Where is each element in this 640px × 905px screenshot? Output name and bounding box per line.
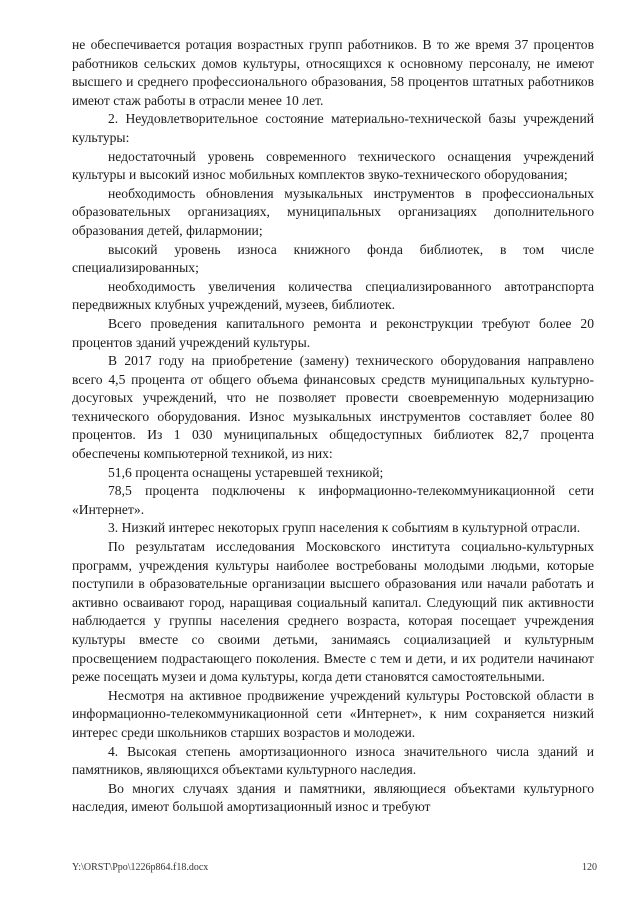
paragraph-3: недостаточный уровень современного технического оснащения учреждений культуры и высокий износ мобильных комплектов звуко-технического оборудования; [72,148,594,183]
paragraph-11: 3. Низкий интерес некоторых групп населения к событиям в культурной отрасли. [108,520,581,536]
paragraph-15: Во многих случаях здания и памятники, являющиеся объектами культурного наследия, имеют большой амортизационный износ и требуют [72,780,594,815]
paragraph-8: В 2017 году на приобретение (замену) технического оборудования направлено всего 4,5 процента от общего объема финансовых средств муниципальных культурно-досуговых учреждений, что не позволяет провести своевременную модернизацию технического оборудования. Износ музыкальных инструментов составляет более 80 процентов. Из 1 030 муниципальных общедоступных библиотек 82,7 процента обеспечены компьютерной техникой, из них: [72,353,594,462]
file-path: Y:\ORST\Ppo\1226p864.f18.docx [72,862,209,873]
paragraph-1: не обеспечивается ротация возрастных групп работников. В то же время 37 процентов работников сельских домов культуры, относящихся к основному персоналу, не имеют высшего и среднего профессионального образования, 58 процентов штатных работников имеют стаж работы в отрасли менее 10 лет. [72,37,594,108]
paragraph-7: Всего проведения капитального ремонта и реконструкции требуют более 20 процентов зданий учреждений культуры. [72,315,594,350]
paragraph-13: Несмотря на активное продвижение учреждений культуры Ростовской области в информационно-телекоммуникационной сети «Интернет», к ним сохраняется низкий интерес среди школьников старших возрастов и молодежи. [72,687,594,740]
paragraph-6: необходимость увеличения количества специализированного автотранспорта передвижных клубных учреждений, музеев, библиотек. [72,278,594,313]
page-number: 120 [582,862,597,873]
paragraph-4: необходимость обновления музыкальных инструментов в профессиональных образовательных организациях, муниципальных организациях дополнительного образования детей, филармонии; [72,185,594,238]
paragraph-2: 2. Неудовлетворительное состояние материально-технической базы учреждений культуры: [72,111,594,145]
paragraph-14: 4. Высокая степень амортизационного износа значительного числа зданий и памятников, являющихся объектами культурного наследия. [72,743,594,778]
paragraph-12: По результатам исследования Московского института социально-культурных программ, учреждения культуры наиболее востребованы молодыми людьми, которые поступили в образовательные организации высшего образования или начали работать и активно осваивают город, наращивая социальный капитал. Следующий пик активности наблюдается у группы населения среднего возраста, которая посещает учреждения культуры вместе со своими детьми, занимаясь социализацией и культурным просвещением подрастающего поколения. Вместе с тем и дети, и их родители начинают реже посещать музеи и дома культуры, когда дети становятся самостоятельными. [72,539,594,685]
paragraph-5: высокий уровень износа книжного фонда библиотек, в том числе специализированных; [72,241,594,276]
paragraph-10: 78,5 процента подключены к информационно-телекоммуникационной сети «Интернет». [72,483,594,517]
document-body [72,36,594,817]
paragraph-9: 51,6 процента оснащены устаревшей техникой; [108,464,384,480]
